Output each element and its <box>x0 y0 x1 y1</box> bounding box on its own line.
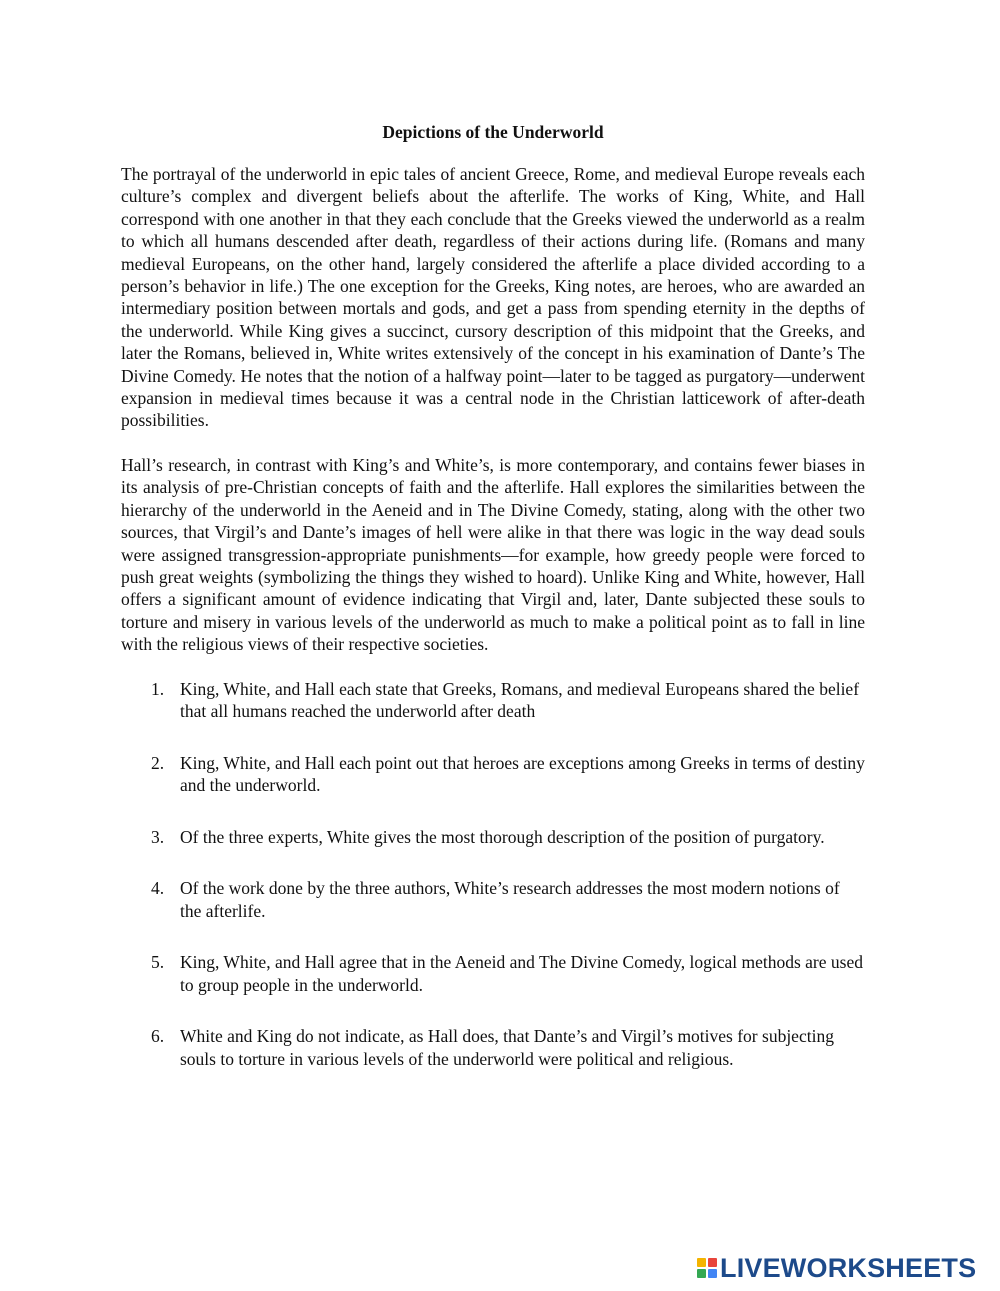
question-number: 2. <box>151 752 165 773</box>
question-text: King, White, and Hall each point out that heroes are exceptions among Greeks in terms of destiny and the underworld. <box>180 752 865 796</box>
question-list <box>121 678 865 1071</box>
question-item <box>121 1025 865 1070</box>
question-text: White and King do not indicate, as Hall does, that Dante’s and Virgil’s motives for subjecting souls to torture in various levels of the underworld were political and religious. <box>180 1026 834 1069</box>
question-text: King, White, and Hall agree that in the Aeneid and The Divine Comedy, logical methods are used to group people in the underworld. <box>180 952 863 995</box>
worksheet-page <box>121 121 865 1099</box>
logo-block <box>697 1269 706 1278</box>
document-title: Depictions of the Underworld <box>382 122 604 142</box>
passage-paragraph-1: The portrayal of the underworld in epic tales of ancient Greece, Rome, and medieval Europe reveals each culture’s complex and divergent beliefs about the afterlife. The works of King, White, and Hall correspond with one another in that they each conclude that the Greeks viewed the underworld as a realm to which all humans descended after death, regardless of their actions during life. (Romans and many medieval Europeans, on the other hand, largely considered the afterlife a place divided according to a person’s behavior in life.) The one exception for the Greeks, King notes, are heroes, who are awarded an intermediary position between mortals and gods, and get a pass from spending eternity in the depths of the underworld. While King gives a succinct, cursory description of this midpoint that the Greeks, and later the Romans, believed in, White writes extensively of the concept in his examination of Dante’s The Divine Comedy. He notes that the notion of a halfway point—later to be tagged as purgatory—underwent expansion in medieval times because it was a central node in the Christian latticework of after-death possibilities. <box>121 164 865 431</box>
question-item <box>121 826 865 849</box>
logo-block <box>708 1269 717 1278</box>
logo-block <box>708 1258 717 1267</box>
question-number: 6. <box>151 1026 165 1047</box>
question-item <box>121 752 865 797</box>
question-item <box>121 951 865 996</box>
question-item <box>121 678 865 723</box>
question-number: 1. <box>151 678 165 699</box>
liveworksheets-logo <box>697 1254 976 1282</box>
question-text: Of the work done by the three authors, White’s research addresses the most modern notions of the afterlife. <box>180 878 840 921</box>
question-number: 5. <box>151 952 165 973</box>
liveworksheets-blocks-icon <box>697 1258 717 1278</box>
passage-paragraph-2: Hall’s research, in contrast with King’s and White’s, is more contemporary, and contains fewer biases in its analysis of pre-Christian concepts of faith and the afterlife. Hall explores the similarities between the hierarchy of the underworld in the Aeneid and in The Divine Comedy, stating, along with the other two sources, that Virgil’s and Dante’s images of hell were alike in that there was logic in the way dead souls were assigned transgression-appropriate punishments—for example, how greedy people were forced to push great weights (symbolizing the things they wished to hoard). Unlike King and White, however, Hall offers a significant amount of evidence indicating that Virgil and, later, Dante subjected these souls to torture and misery in various levels of the underworld as much to make a political point as to fall in line with the religious views of their respective societies. <box>121 454 865 655</box>
question-text: Of the three experts, White gives the most thorough description of the position of purgatory. <box>180 826 825 847</box>
logo-block <box>697 1258 706 1267</box>
question-text: King, White, and Hall each state that Greeks, Romans, and medieval Europeans shared the belief that all humans reached the underworld after death <box>180 678 860 722</box>
question-item <box>121 877 865 922</box>
question-number: 3. <box>151 826 165 847</box>
question-number: 4. <box>151 878 165 899</box>
logo-text: LIVEWORKSHEETS <box>720 1252 977 1283</box>
